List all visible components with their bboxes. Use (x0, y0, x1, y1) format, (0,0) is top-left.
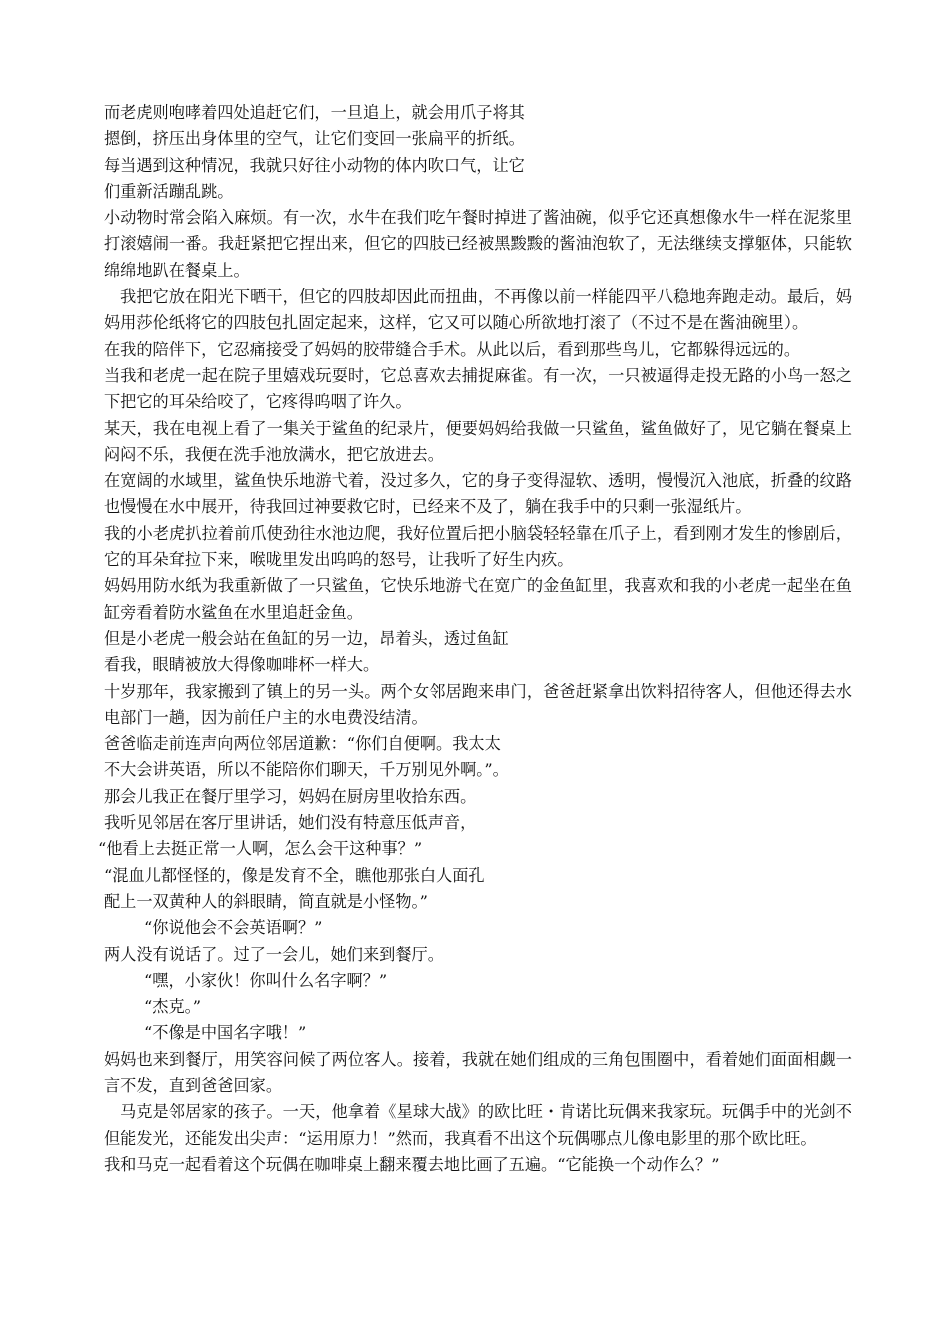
text-line: 而老虎则咆哮着四处追赶它们，一旦追上，就会用爪子将其 (104, 103, 525, 122)
text-line: 两人没有说话了。过了一会儿，她们来到餐厅。 (104, 944, 444, 964)
text-line: 我和马克一起看着这个玩偶在咖啡桌上翻来覆去地比画了五遍。“它能换一个动作么？” (104, 1154, 720, 1174)
text-line: 那会儿我正在餐厅里学习，妈妈在厨房里收拾东西。 (104, 786, 477, 806)
paragraph: 某天，我在电视上看了一集关于鲨鱼的纪录片，便要妈妈给我做一只鲨鱼，鲨鱼做好了，见它躺在餐桌上闷闷不乐，我便在洗手池放满水，把它放进去。 (104, 418, 852, 464)
text-line: 每当遇到这种情况，我就只好往小动物的体内吹口气，让它 (104, 155, 525, 175)
paragraph: 小动物时常会陷入麻烦。有一次，水牛在我们吃午餐时掉进了酱油碗，似乎它还真想像水牛一样在泥浆里打滚嬉闹一番。我赶紧把它捏出来，但它的四肢已经被黑黢黢的酱油泡软了，无法继续支撑躯体，只能软绵绵地趴在餐桌上。 (104, 208, 852, 280)
dialogue-line: “不像是中国名字哦！” (144, 1023, 307, 1043)
text-line: 看我，眼睛被放大得像咖啡杯一样大。 (104, 655, 380, 675)
paragraph: 妈妈用防水纸为我重新做了一只鲨鱼，它快乐地游弋在宽广的金鱼缸里，我喜欢和我的小老虎一起坐在鱼缸旁看着防水鲨鱼在水里追赶金鱼。 (104, 576, 852, 622)
text-line: 们重新活蹦乱跳。 (104, 181, 234, 201)
document-body (98, 100, 852, 1178)
text-line: 不大会讲英语，所以不能陪你们聊天，千万别见外啊。”。 (104, 760, 509, 780)
dialogue-line: “你说他会不会英语啊？” (144, 918, 323, 938)
paragraph: 妈妈也来到餐厅，用笑容问候了两位客人。接着，我就在她们组成的三角包围圈中，看着她们面面相觑一言不发，直到爸爸回家。 (104, 1049, 852, 1095)
text-line: 但是小老虎一般会站在鱼缸的另一边，昂着头，透过鱼缸 (104, 628, 509, 648)
paragraph: 当我和老虎一起在院子里嬉戏玩耍时，它总喜欢去捕捉麻雀。有一次，一只被逼得走投无路的小鸟一怒之下把它的耳朵给咬了，它疼得呜咽了许久。 (104, 365, 852, 412)
dialogue-line: “混血儿都怪怪的，像是发育不全，瞧他那张白人面孔 (104, 865, 485, 885)
paragraph: 我的小老虎扒拉着前爪使劲往水池边爬，我好位置后把小脑袋轻轻靠在爪子上，看到刚才发生的惨剧后，它的耳朵耷拉下来，喉咙里发出呜呜的怒号，让我听了好生内疚。 (104, 523, 852, 570)
paragraph: 马克是邻居家的孩子。一天，他拿着《星球大战》的欧比旺・肯诺比玩偶来我家玩。玩偶手中的光剑不但能发光，还能发出尖声：“运用原力！”然而，我真看不出这个玩偶哪点儿像电影里的那个欧比旺。 (104, 1102, 852, 1148)
paragraph: 十岁那年，我家搬到了镇上的另一头。两个女邻居跑来串门，爸爸赶紧拿出饮料招待客人，但他还得去水电部门一趟，因为前任户主的水电费没结清。 (104, 681, 852, 727)
text-line: 爸爸临走前连声向两位邻居道歉：“你们自便啊。我太太 (104, 734, 501, 754)
paragraph: 在我的陪伴下，它忍痛接受了妈妈的胶带缝合手术。从此以后，看到那些鸟儿，它都躲得远远的。 (104, 339, 801, 359)
dialogue-line: “杰克。” (144, 997, 202, 1017)
dialogue-line: “他看上去挺正常一人啊，怎么会干这种事？” (98, 839, 423, 859)
paragraph: 我把它放在阳光下晒干，但它的四肢却因此而扭曲，不再像以前一样能四平八稳地奔跑走动。最后，妈妈用莎伦纸将它的四肢包扎固定起来，这样，它又可以随心所欲地打滚了（不过不是在酱油碗里）。 (104, 287, 852, 333)
text-line: 我听见邻居在客厅里讲话，她们没有特意压低声音， (104, 813, 477, 833)
paragraph: 在宽阔的水域里，鲨鱼快乐地游弋着，没过多久，它的身子变得湿软、透明，慢慢沉入池底，折叠的纹路也慢慢在水中展开，待我回过神要救它时，已经来不及了，躺在我手中的只剩一张湿纸片。 (104, 471, 852, 517)
dialogue-line: “嘿，小家伙！你叫什么名字啊？” (144, 970, 388, 990)
dialogue-line: 配上一双黄种人的斜眼睛，简直就是小怪物。” (104, 891, 428, 911)
text-line: 摁倒，挤压出身体里的空气，让它们变回一张扁平的折纸。 (104, 129, 525, 149)
